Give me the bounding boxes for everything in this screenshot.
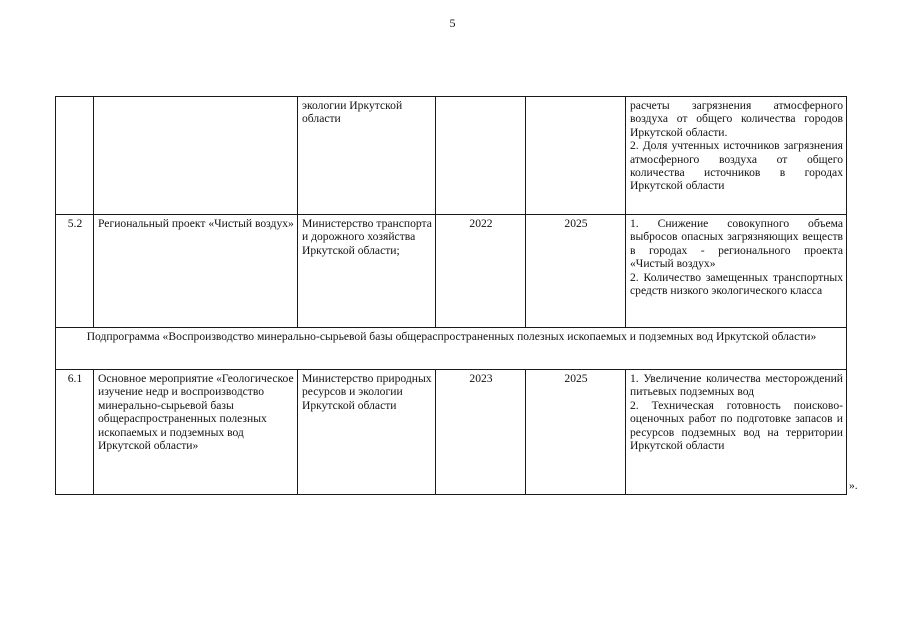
indicator-text: 2. Техническая готовность поисково-оценочных работ по подготовке запасов и ресурсов подземных вод на территории Иркутской области (630, 398, 843, 453)
end-year-cell: 2025 (526, 215, 626, 328)
indicators-cell (626, 370, 847, 495)
row-number-cell: 6.1 (56, 370, 94, 495)
subprogram-row (56, 328, 847, 370)
measures-table (55, 96, 847, 495)
start-year-cell: 2022 (436, 215, 526, 328)
measure-name-cell: Основное мероприятие «Геологическое изучение недр и воспроизводство минерально-сырьевой базы общераспространенных полезных ископаемых и подземных вод Иркутской области» (94, 370, 298, 495)
indicator-text: расчеты загрязнения атмосферного воздуха от общего количества городов Иркутской области. (630, 99, 843, 139)
executor-cell: экологии Иркутской области (298, 97, 436, 215)
table-row (56, 370, 847, 495)
end-year-cell: 2025 (526, 370, 626, 495)
end-year-cell (526, 97, 626, 215)
measure-name-cell: Региональный проект «Чистый воздух» (94, 215, 298, 328)
indicator-text: 2. Доля учтенных источников загрязнения атмосферного воздуха от общего количества источников в городах Иркутской области (630, 139, 843, 193)
indicators-cell (626, 215, 847, 328)
table-row (56, 97, 847, 215)
table-row (56, 215, 847, 328)
executor-cell: Министерство природных ресурсов и экологии Иркутской области (298, 370, 436, 495)
row-number-cell (56, 97, 94, 215)
row-number-cell: 5.2 (56, 215, 94, 328)
executor-cell: Министерство транспорта и дорожного хозяйства Иркутской области; (298, 215, 436, 328)
start-year-cell (436, 97, 526, 215)
subprogram-title: Подпрограмма «Воспроизводство минерально-сырьевой базы общераспространенных полезных ископаемых и подземных вод Иркутской области» (56, 328, 847, 370)
indicators-cell (626, 97, 847, 215)
measure-name-cell (94, 97, 298, 215)
indicator-text: 2. Количество замещенных транспортных средств низкого экологического класса (630, 270, 843, 298)
start-year-cell: 2023 (436, 370, 526, 495)
closing-quote-mark: ». (849, 479, 858, 492)
indicator-text: 1. Снижение совокупного объема выбросов опасных загрязняющих веществ в городах - регионального проекта «Чистый воздух» (630, 217, 843, 271)
indicator-text: 1. Увеличение количества месторождений питьевых подземных вод (630, 372, 843, 399)
page-number: 5 (449, 16, 456, 30)
